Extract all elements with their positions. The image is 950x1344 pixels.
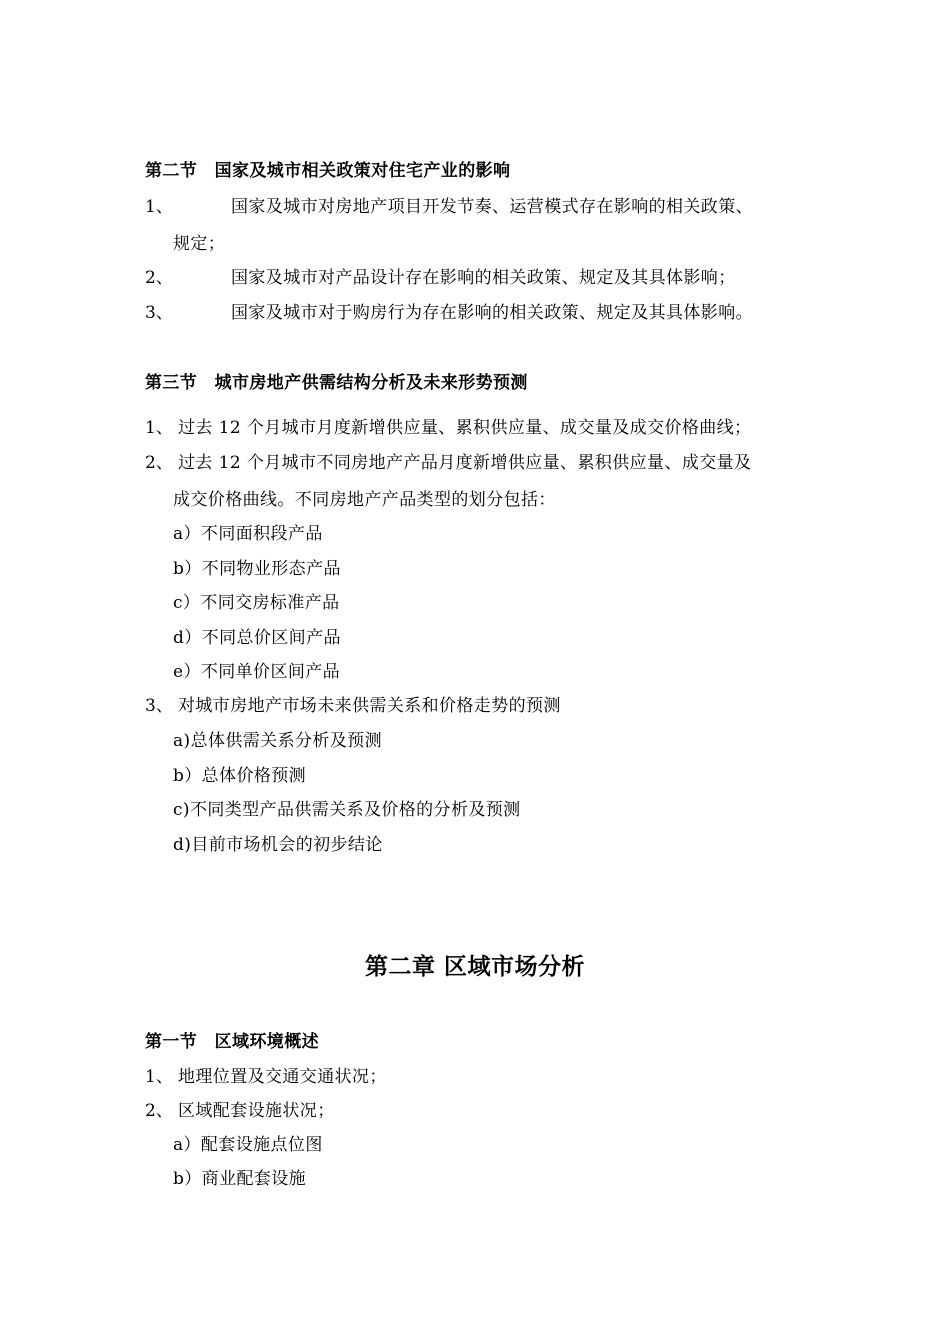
section-heading: 第三节 城市房地产供需结构分析及未来形势预测 [145, 373, 528, 393]
list-item-continuation: 规定； [173, 234, 226, 254]
sub-list-item: d)目前市场机会的初步结论 [173, 835, 383, 855]
list-item-text: 过去 12 个月城市不同房地产产品月度新增供应量、累积供应量、成交量及 [178, 453, 752, 473]
list-item-text: 国家及城市对房地产项目开发节奏、运营模式存在影响的相关政策、 [231, 197, 753, 217]
list-item-text: 国家及城市对产品设计存在影响的相关政策、规定及其具体影响； [231, 268, 736, 288]
sub-list-item: d）不同总价区间产品 [173, 628, 341, 648]
list-number: 1、 [145, 418, 173, 438]
list-item-text: 区域配套设施状况； [178, 1101, 335, 1121]
sub-list-item: a)总体供需关系分析及预测 [173, 731, 382, 751]
sub-list-item: b）不同物业形态产品 [173, 559, 341, 579]
list-number: 3、 [145, 696, 173, 716]
sub-list-item: e）不同单价区间产品 [173, 662, 341, 682]
chapter-title: 第二章 区域市场分析 [364, 954, 585, 980]
sub-list-item: a）不同面积段产品 [173, 524, 323, 544]
list-number: 1、 [145, 1067, 173, 1087]
list-number: 3、 [145, 303, 173, 323]
section-heading: 第二节 国家及城市相关政策对住宅产业的影响 [145, 161, 511, 181]
section-heading: 第一节 区域环境概述 [145, 1032, 319, 1052]
list-item-text: 过去 12 个月城市月度新增供应量、累积供应量、成交量及成交价格曲线； [178, 418, 752, 438]
sub-list-item: c)不同类型产品供需关系及价格的分析及预测 [173, 800, 521, 820]
sub-list-item: a）配套设施点位图 [173, 1135, 323, 1155]
sub-list-item: c）不同交房标准产品 [173, 593, 340, 613]
sub-list-item: b）商业配套设施 [173, 1169, 307, 1189]
list-number: 2、 [145, 268, 173, 288]
list-number: 2、 [145, 453, 173, 473]
sub-list-item: b）总体价格预测 [173, 766, 307, 786]
list-item-text: 国家及城市对于购房行为存在影响的相关政策、规定及其具体影响。 [231, 303, 753, 323]
list-item-text: 对城市房地产市场未来供需关系和价格走势的预测 [178, 696, 561, 716]
list-item-text: 地理位置及交通交通状况； [178, 1067, 387, 1087]
list-number: 2、 [145, 1101, 173, 1121]
list-item-continuation: 成交价格曲线。不同房地产产品类型的划分包括： [173, 490, 556, 510]
list-number: 1、 [145, 197, 173, 217]
